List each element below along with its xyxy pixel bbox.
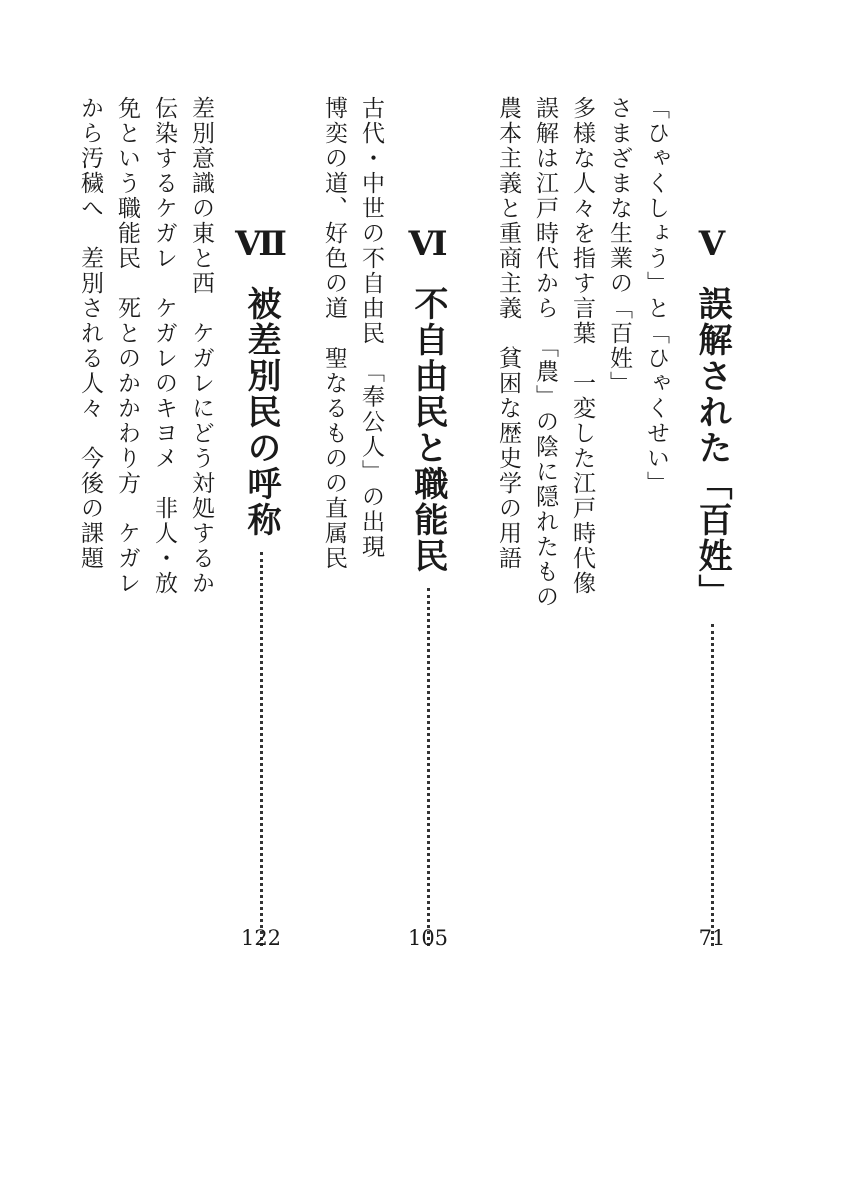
chapter-page-number[interactable]: 122 [240, 926, 282, 950]
chapter-7-subsections [74, 96, 219, 796]
subsection-line: 免という職能民 死とのかかわり方 ケガレ [114, 96, 140, 596]
subsection-line: 農本主義と重商主義 貧困な歴史学の用語 [495, 96, 521, 571]
chapter-page-number[interactable]: 71 [698, 926, 726, 950]
dot-leader [711, 624, 714, 946]
subsection-line: 多様な人々を指す言葉 一変した江戸時代像 [569, 96, 595, 596]
dot-leader [260, 552, 263, 946]
chapter-title-column [398, 286, 458, 946]
subsection-line: さまざまな生業の「百姓」 [606, 96, 632, 396]
dot-leader [427, 588, 430, 946]
subsection-line: 伝染するケガレ ケガレのキヨメ 非人・放 [151, 96, 177, 596]
subsection-line: 「ひゃくしょう」と「ひゃくせい」 [643, 96, 669, 496]
chapter-title-column [682, 286, 742, 946]
chapter-title-column [231, 286, 291, 946]
chapter-6-subsections [309, 96, 389, 796]
chapter-numeral: Ⅵ [408, 224, 448, 264]
chapter-page-number[interactable]: 105 [407, 926, 449, 950]
chapter-title[interactable]: 被差別民の呼称 [241, 286, 281, 538]
chapter-5 [682, 224, 742, 964]
subsection-line: 差別意識の東と西 ケガレにどう対処するか [188, 96, 214, 596]
chapter-title[interactable]: 不自由民と職能民 [408, 286, 448, 574]
subsection-line: 誤解は江戸時代から 「農」の陰に隠れたもの [532, 96, 558, 610]
subsection-line: から汚穢へ 差別される人々 今後の課題 [77, 96, 103, 571]
subsection-line: 博奕の道、好色の道 聖なるものの直属民 [321, 96, 347, 571]
chapter-numeral: V [698, 224, 726, 264]
chapter-7 [231, 224, 291, 964]
chapter-numeral: Ⅶ [235, 224, 287, 264]
chapter-6 [398, 224, 458, 964]
subsection-line: 古代・中世の不自由民 「奉公人」の出現 [358, 96, 384, 560]
chapter-5-subsections [484, 96, 674, 796]
chapter-title[interactable]: 誤解された「百姓」 [692, 286, 732, 610]
